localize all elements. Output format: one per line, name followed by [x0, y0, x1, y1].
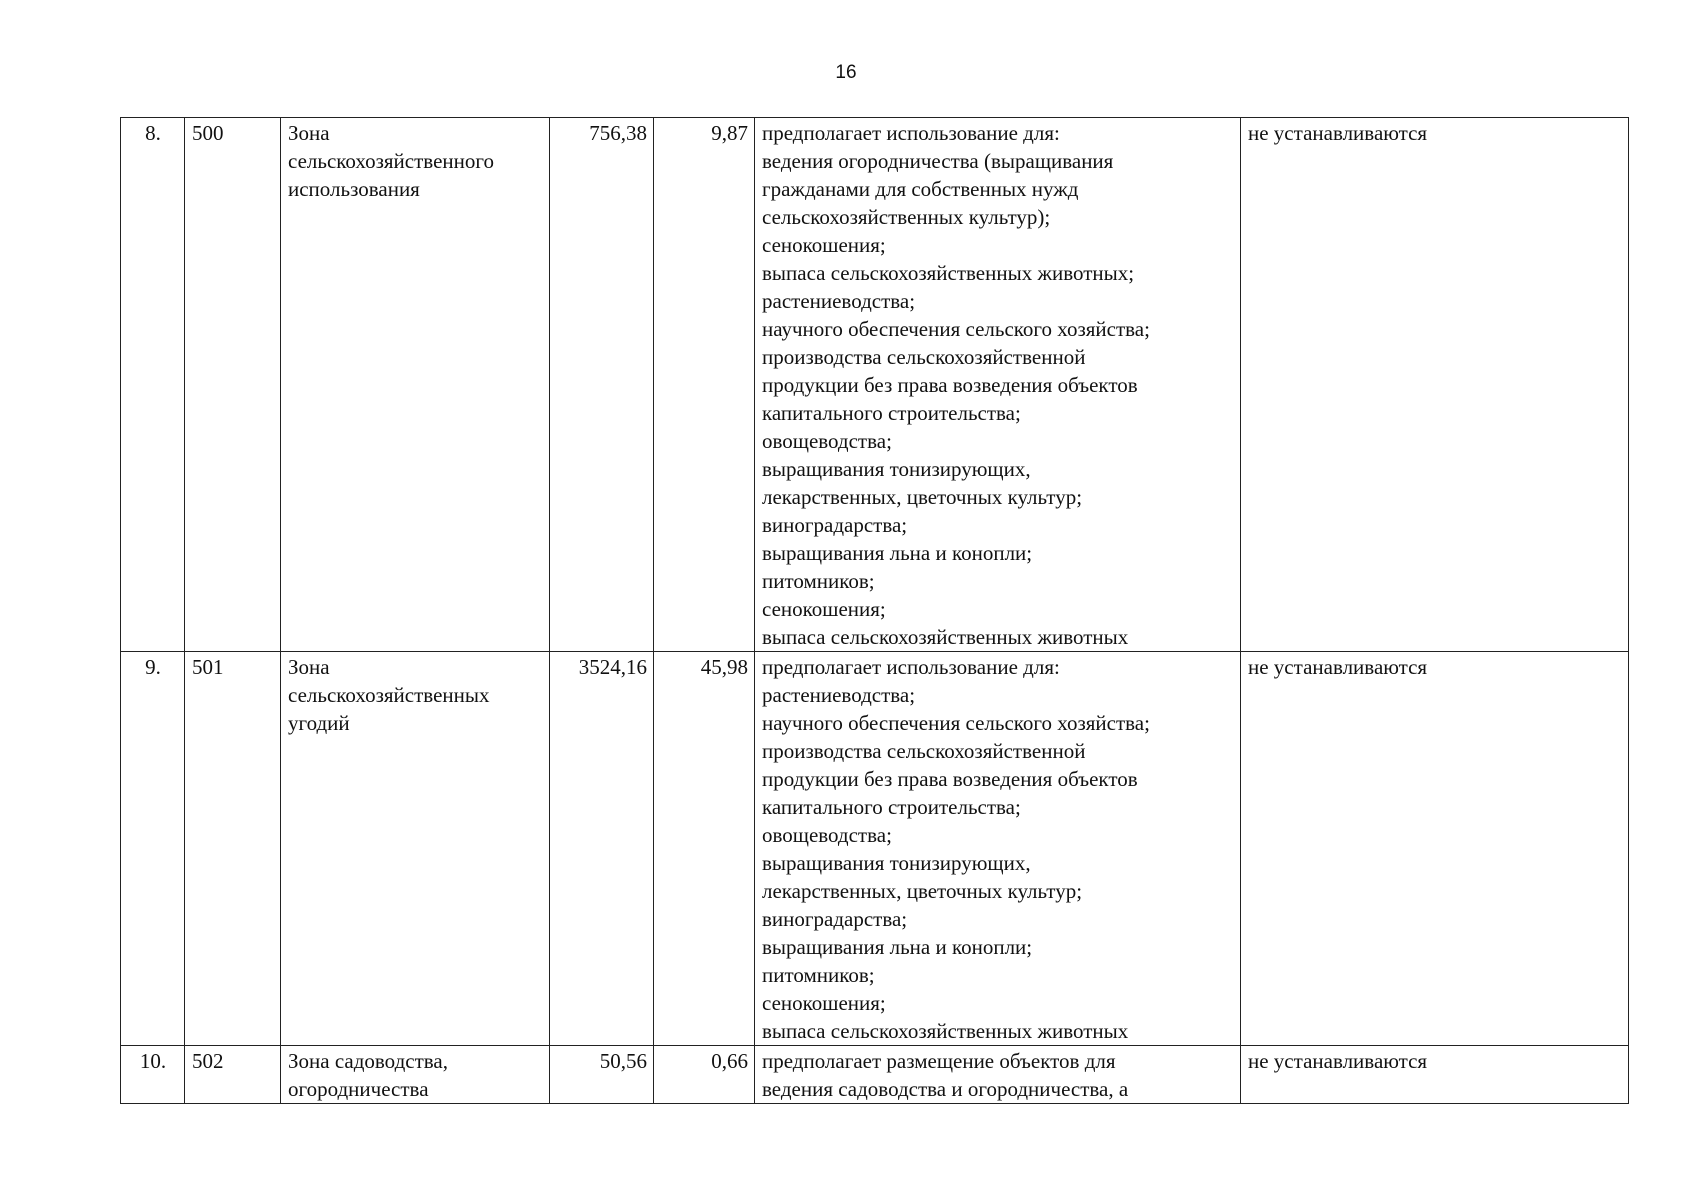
zone-name-cell-line: сельскохозяйственных — [288, 683, 490, 707]
description-cell-line: капитального строительства; — [762, 795, 1021, 819]
percent-cell: 45,98 — [654, 652, 755, 1046]
description-cell-line: питомников; — [762, 963, 875, 987]
description-cell — [755, 652, 1241, 1046]
description-cell-line: сельскохозяйственных культур); — [762, 205, 1051, 229]
zone-code-cell: 501 — [185, 652, 281, 1046]
zone-name-cell-line: сельскохозяйственного — [288, 149, 494, 173]
zone-name-cell-line: использования — [288, 177, 420, 201]
zones-table — [120, 117, 1629, 1104]
description-cell-line: овощеводства; — [762, 823, 892, 847]
description-cell-line: выпаса сельскохозяйственных животных; — [762, 261, 1135, 285]
description-cell-line: овощеводства; — [762, 429, 892, 453]
description-cell — [755, 1046, 1241, 1104]
table-row — [121, 1046, 1629, 1104]
zone-name-cell — [281, 118, 550, 652]
limits-cell: не устанавливаются — [1241, 652, 1629, 1046]
row-number-cell: 9. — [121, 652, 185, 1046]
description-cell-line: растениеводства; — [762, 683, 916, 707]
description-cell-line: ведения огородничества (выращивания — [762, 149, 1114, 173]
description-cell-line: предполагает размещение объектов для — [762, 1049, 1116, 1073]
limits-cell: не устанавливаются — [1241, 118, 1629, 652]
description-cell — [755, 118, 1241, 652]
table-row — [121, 118, 1629, 652]
area-cell: 50,56 — [550, 1046, 654, 1104]
description-cell-line: продукции без права возведения объектов — [762, 767, 1138, 791]
description-cell-line: ведения садоводства и огородничества, а — [762, 1077, 1129, 1101]
description-cell-line: научного обеспечения сельского хозяйства; — [762, 317, 1150, 341]
description-cell-line: производства сельскохозяйственной — [762, 739, 1086, 763]
zone-name-cell — [281, 652, 550, 1046]
limits-cell: не устанавливаются — [1241, 1046, 1629, 1104]
zone-code-cell: 502 — [185, 1046, 281, 1104]
description-cell-line: предполагает использование для: — [762, 121, 1060, 145]
zone-name-cell — [281, 1046, 550, 1104]
area-cell: 756,38 — [550, 118, 654, 652]
zone-name-cell-line: Зона садоводства, — [288, 1049, 448, 1073]
description-cell-line: гражданами для собственных нужд — [762, 177, 1079, 201]
description-cell-line: выращивания тонизирующих, — [762, 457, 1031, 481]
description-cell-line: выращивания тонизирующих, — [762, 851, 1031, 875]
description-cell-line: растениеводства; — [762, 289, 916, 313]
description-cell-line: производства сельскохозяйственной — [762, 345, 1086, 369]
description-cell-line: продукции без права возведения объектов — [762, 373, 1138, 397]
description-cell-line: научного обеспечения сельского хозяйства; — [762, 711, 1150, 735]
row-number-cell: 8. — [121, 118, 185, 652]
description-cell-line: выращивания льна и конопли; — [762, 541, 1033, 565]
description-cell-line: выпаса сельскохозяйственных животных — [762, 1019, 1129, 1043]
percent-cell: 0,66 — [654, 1046, 755, 1104]
percent-cell: 9,87 — [654, 118, 755, 652]
description-cell-line: сенокошения; — [762, 991, 886, 1015]
zone-name-cell-line: Зона — [288, 121, 330, 145]
description-cell-line: лекарственных, цветочных культур; — [762, 879, 1083, 903]
description-cell-line: предполагает использование для: — [762, 655, 1060, 679]
description-cell-line: виноградарства; — [762, 907, 908, 931]
description-cell-line: виноградарства; — [762, 513, 908, 537]
description-cell-line: выпаса сельскохозяйственных животных — [762, 625, 1129, 649]
row-number-cell: 10. — [121, 1046, 185, 1104]
description-cell-line: питомников; — [762, 569, 875, 593]
zone-name-cell-line: огородничества — [288, 1077, 429, 1101]
description-cell-line: выращивания льна и конопли; — [762, 935, 1033, 959]
zone-code-cell: 500 — [185, 118, 281, 652]
zone-name-cell-line: Зона — [288, 655, 330, 679]
area-cell: 3524,16 — [550, 652, 654, 1046]
zone-name-cell-line: угодий — [288, 711, 350, 735]
description-cell-line: лекарственных, цветочных культур; — [762, 485, 1083, 509]
description-cell-line: сенокошения; — [762, 597, 886, 621]
table-row — [121, 652, 1629, 1046]
description-cell-line: сенокошения; — [762, 233, 886, 257]
page-number: 16 — [835, 62, 857, 83]
description-cell-line: капитального строительства; — [762, 401, 1021, 425]
zones-table-body — [121, 118, 1629, 1104]
